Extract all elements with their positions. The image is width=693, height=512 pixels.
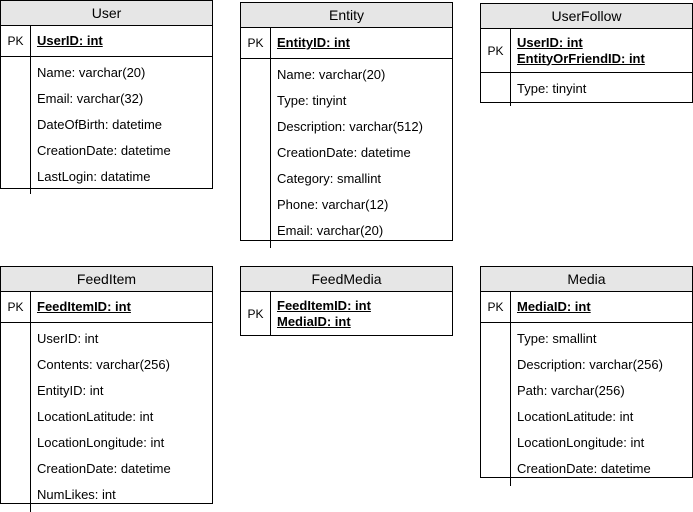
primary-key-section — [481, 292, 692, 323]
attribute: CreationDate: datetime — [37, 461, 171, 476]
entity-feeditem[interactable] — [0, 266, 213, 504]
attribute-section — [1, 323, 212, 512]
pk-field: MediaID: int — [517, 299, 591, 314]
attribute: Name: varchar(20) — [37, 65, 146, 80]
attribute: LastLogin: datatime — [37, 169, 151, 184]
entity-media[interactable] — [480, 266, 693, 478]
pk-label: PK — [1, 292, 31, 322]
attribute-section — [481, 73, 692, 106]
entity-title: User — [1, 1, 212, 26]
attribute: Type: tinyint — [517, 81, 587, 96]
entity-userfollow[interactable] — [480, 3, 693, 103]
pk-label: PK — [481, 29, 511, 72]
primary-key-section — [1, 26, 212, 57]
pk-field: EntityOrFriendID: int — [517, 50, 645, 66]
entity-feedmedia[interactable] — [240, 266, 453, 336]
attribute: Phone: varchar(12) — [277, 197, 389, 212]
pk-label: PK — [241, 28, 271, 58]
entity-title: FeedItem — [1, 267, 212, 292]
primary-key-section — [1, 292, 212, 323]
attribute: NumLikes: int — [37, 487, 116, 502]
attribute: CreationDate: datetime — [37, 143, 171, 158]
attribute: DateOfBirth: datetime — [37, 117, 162, 132]
pk-field: UserID: int — [37, 33, 103, 48]
attribute: CreationDate: datetime — [517, 461, 651, 476]
pk-field: MediaID: int — [277, 313, 351, 329]
attribute: Description: varchar(512) — [277, 119, 423, 134]
entity-user[interactable] — [0, 0, 213, 189]
attribute: Path: varchar(256) — [517, 383, 625, 398]
entity-entity[interactable] — [240, 2, 453, 241]
attribute: Name: varchar(20) — [277, 67, 386, 82]
pk-field: UserID: int — [517, 34, 583, 50]
pk-field: FeedItemID: int — [37, 299, 131, 314]
attribute: EntityID: int — [37, 383, 104, 398]
attribute-section — [481, 323, 692, 486]
pk-field: EntityID: int — [277, 35, 350, 50]
entity-title: Entity — [241, 3, 452, 28]
pk-label: PK — [481, 292, 511, 322]
attribute: Contents: varchar(256) — [37, 357, 170, 372]
attribute: Type: tinyint — [277, 93, 347, 108]
attribute: CreationDate: datetime — [277, 145, 411, 160]
entity-title: Media — [481, 267, 692, 292]
entity-title: UserFollow — [481, 4, 692, 29]
pk-label: PK — [1, 26, 31, 56]
primary-key-section — [241, 28, 452, 59]
primary-key-section — [481, 29, 692, 73]
attribute: Category: smallint — [277, 171, 382, 186]
attribute: Email: varchar(32) — [37, 91, 144, 106]
attribute: LocationLongitude: int — [37, 435, 165, 450]
attribute: LocationLongitude: int — [517, 435, 645, 450]
attribute: LocationLatitude: int — [517, 409, 634, 424]
attribute: Type: smallint — [517, 331, 597, 346]
attribute: Email: varchar(20) — [277, 223, 384, 238]
attribute: UserID: int — [37, 331, 99, 346]
attribute-section — [1, 57, 212, 194]
primary-key-section — [241, 292, 452, 335]
attribute: Description: varchar(256) — [517, 357, 663, 372]
pk-field: FeedItemID: int — [277, 297, 371, 313]
entity-title: FeedMedia — [241, 267, 452, 292]
pk-label: PK — [241, 292, 271, 335]
attribute: LocationLatitude: int — [37, 409, 154, 424]
attribute-section — [241, 59, 452, 248]
